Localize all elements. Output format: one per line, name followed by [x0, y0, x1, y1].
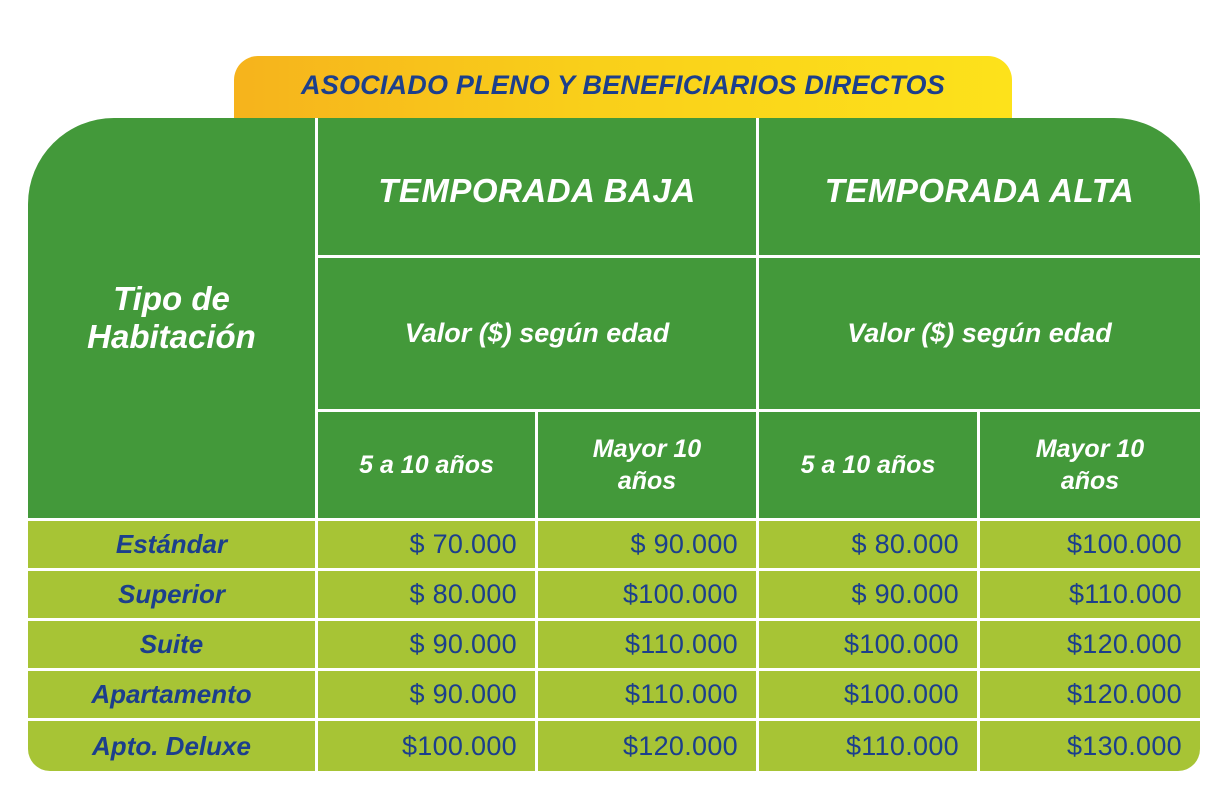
price-cell: $ 80.000 — [318, 571, 535, 618]
price-cell: $100.000 — [759, 621, 977, 668]
room-name: Suite — [139, 629, 204, 659]
header-room-type: Tipo de Habitación — [87, 280, 256, 355]
table-banner — [234, 56, 1012, 118]
price-cell: $100.000 — [538, 571, 756, 618]
season-low-subtitle: Valor ($) según edad — [404, 318, 670, 348]
price-cell: $120.000 — [980, 671, 1200, 718]
price-cell: $ 80.000 — [759, 521, 977, 568]
table-row-room — [28, 621, 315, 668]
table-row-room — [28, 671, 315, 718]
header-room-type-cell — [28, 118, 315, 518]
header-season-high — [759, 118, 1200, 255]
table-row-room — [28, 571, 315, 618]
age-group-label: Mayor 10 años — [592, 435, 702, 495]
banner-title: ASOCIADO PLENO Y BENEFICIARIOS DIRECTOS — [301, 69, 945, 100]
price-cell: $100.000 — [980, 521, 1200, 568]
table-row-room — [28, 721, 315, 771]
season-high-label: TEMPORADA ALTA — [824, 171, 1135, 209]
room-name: Superior — [118, 579, 225, 609]
header-age-cell — [980, 412, 1200, 518]
header-age-cell — [538, 412, 756, 518]
header-season-high-subtitle — [759, 258, 1200, 409]
header-season-low-subtitle — [318, 258, 756, 409]
price-cell: $100.000 — [318, 721, 535, 771]
table-row-room — [28, 521, 315, 568]
age-group-label: 5 a 10 años — [359, 451, 494, 479]
price-table — [28, 118, 1200, 771]
price-cell: $110.000 — [538, 671, 756, 718]
header-age-cell — [318, 412, 535, 518]
price-cell: $120.000 — [538, 721, 756, 771]
price-cell: $ 90.000 — [318, 621, 535, 668]
price-cell: $110.000 — [538, 621, 756, 668]
price-cell: $ 90.000 — [759, 571, 977, 618]
room-name: Estándar — [115, 529, 228, 559]
season-low-label: TEMPORADA BAJA — [378, 171, 696, 209]
age-group-label: Mayor 10 años — [1035, 435, 1145, 495]
price-cell: $ 90.000 — [538, 521, 756, 568]
price-cell: $100.000 — [759, 671, 977, 718]
room-name: Apartamento — [91, 679, 252, 709]
age-group-label: 5 a 10 años — [800, 451, 936, 479]
price-cell: $ 90.000 — [318, 671, 535, 718]
header-age-cell — [759, 412, 977, 518]
price-cell: $130.000 — [980, 721, 1200, 771]
header-season-low — [318, 118, 756, 255]
price-cell: $110.000 — [980, 571, 1200, 618]
season-high-subtitle: Valor ($) según edad — [847, 318, 1112, 348]
room-name: Apto. Deluxe — [92, 730, 251, 761]
price-cell: $110.000 — [759, 721, 977, 771]
price-cell: $120.000 — [980, 621, 1200, 668]
price-cell: $ 70.000 — [318, 521, 535, 568]
